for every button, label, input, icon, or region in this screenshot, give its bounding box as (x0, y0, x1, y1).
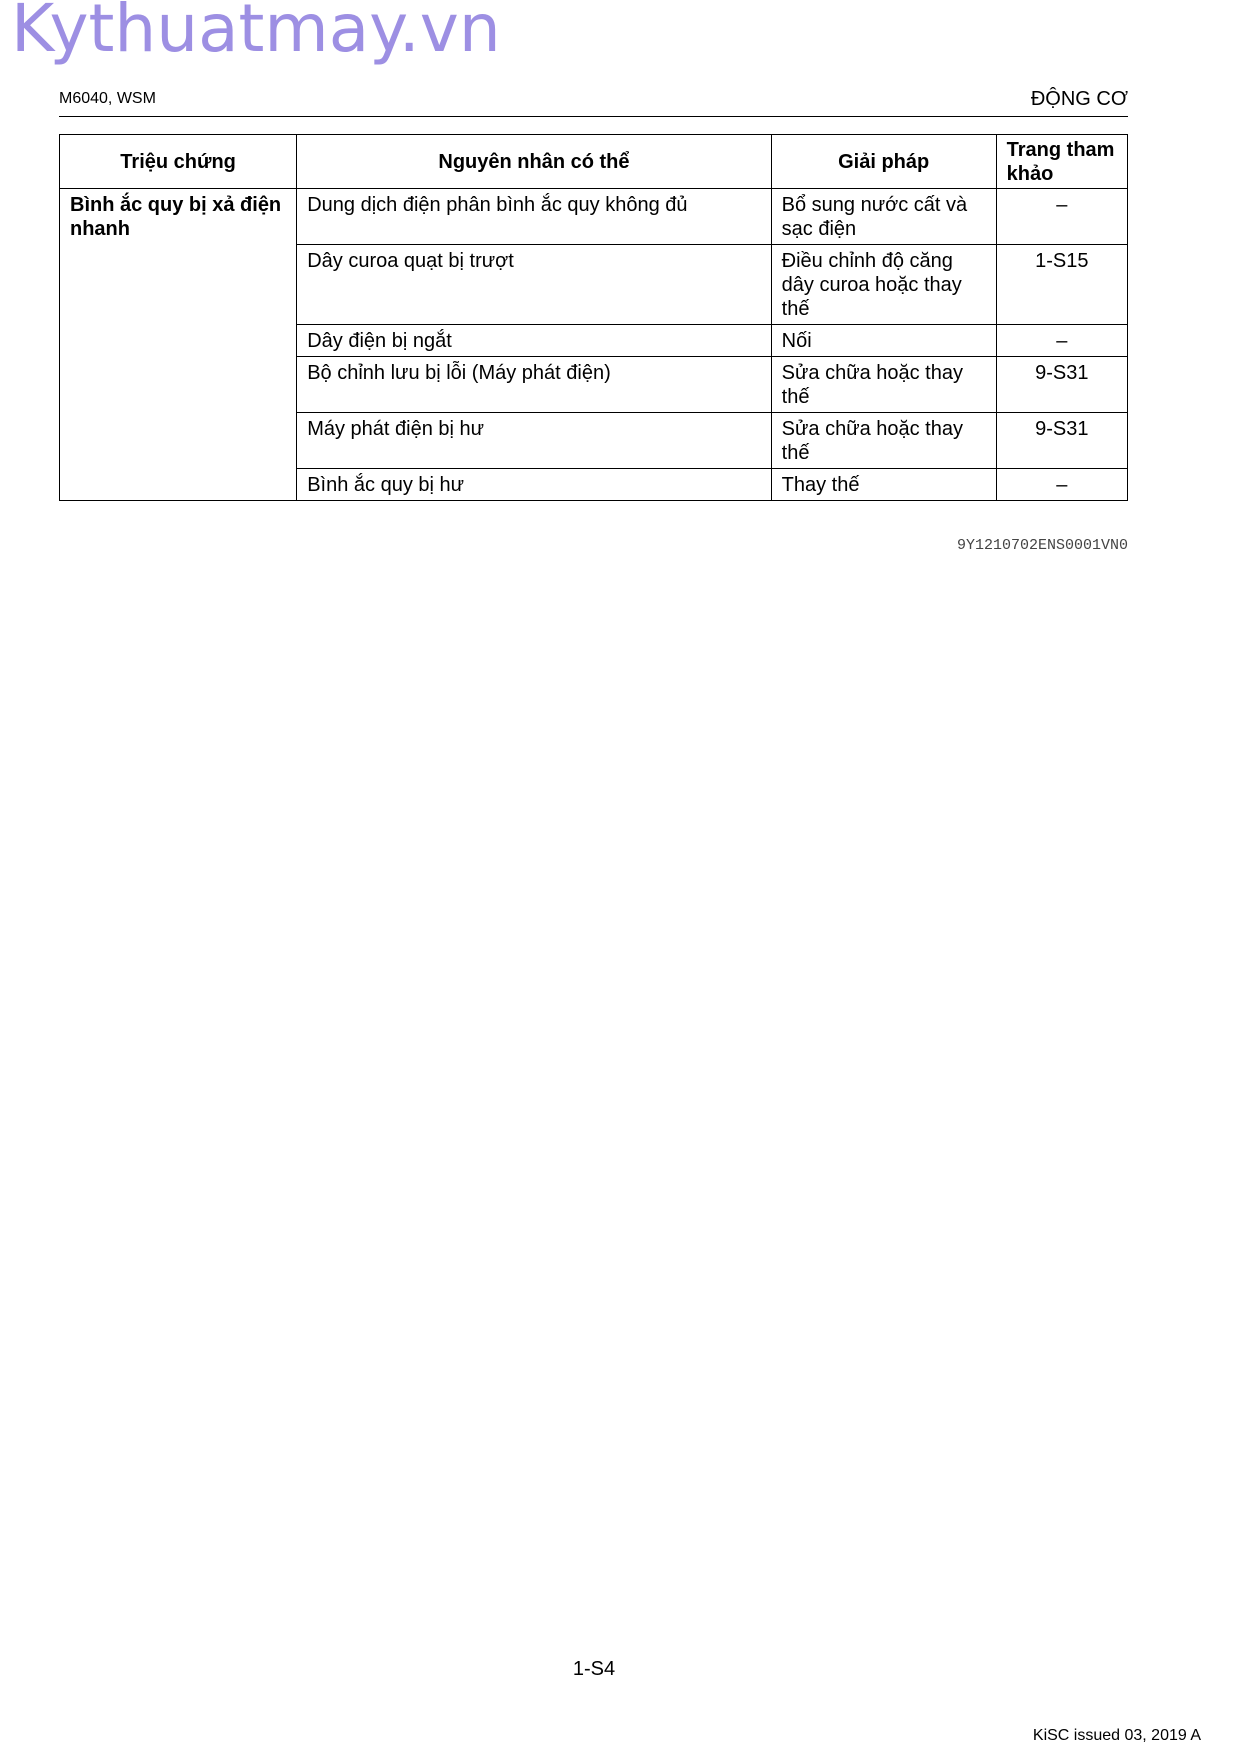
symptom-cell: Bình ắc quy bị xả điện nhanh (60, 189, 297, 501)
solution-cell: Sửa chữa hoặc thay thế (771, 413, 996, 469)
column-header-symptom: Triệu chứng (60, 135, 297, 189)
issue-note: KiSC issued 03, 2019 A (1032, 1727, 1201, 1744)
reference-cell: 9-S31 (996, 357, 1127, 413)
header-model: M6040, WSM (59, 90, 156, 107)
header-rule (59, 116, 1128, 117)
page-number: 1-S4 (572, 1658, 616, 1680)
table-header-row (60, 135, 1128, 189)
solution-cell: Điều chỉnh độ căng dây curoa hoặc thay thế (771, 245, 996, 325)
reference-cell: 9-S31 (996, 413, 1127, 469)
table-row (60, 189, 1128, 245)
document-code: 9Y1210702ENS0001VN0 (956, 537, 1128, 554)
solution-cell: Bổ sung nước cất và sạc điện (771, 189, 996, 245)
cause-cell: Bộ chỉnh lưu bị lỗi (Máy phát điện) (297, 357, 771, 413)
cause-cell: Dây curoa quạt bị trượt (297, 245, 771, 325)
reference-cell: 1-S15 (996, 245, 1127, 325)
cause-cell: Dây điện bị ngắt (297, 325, 771, 357)
watermark-logo: Kythuatmay.vn (11, 0, 501, 67)
solution-cell: Thay thế (771, 469, 996, 501)
cause-cell: Bình ắc quy bị hư (297, 469, 771, 501)
column-header-cause: Nguyên nhân có thể (297, 135, 771, 189)
column-header-reference: Trang tham khảo (996, 135, 1127, 189)
cause-cell: Máy phát điện bị hư (297, 413, 771, 469)
solution-cell: Nối (771, 325, 996, 357)
troubleshooting-table (59, 134, 1128, 501)
solution-cell: Sửa chữa hoặc thay thế (771, 357, 996, 413)
reference-cell: – (996, 189, 1127, 245)
column-header-solution: Giải pháp (771, 135, 996, 189)
header-section-title: ĐỘNG CƠ (1030, 88, 1128, 110)
reference-cell: – (996, 469, 1127, 501)
cause-cell: Dung dịch điện phân bình ắc quy không đủ (297, 189, 771, 245)
reference-cell: – (996, 325, 1127, 357)
